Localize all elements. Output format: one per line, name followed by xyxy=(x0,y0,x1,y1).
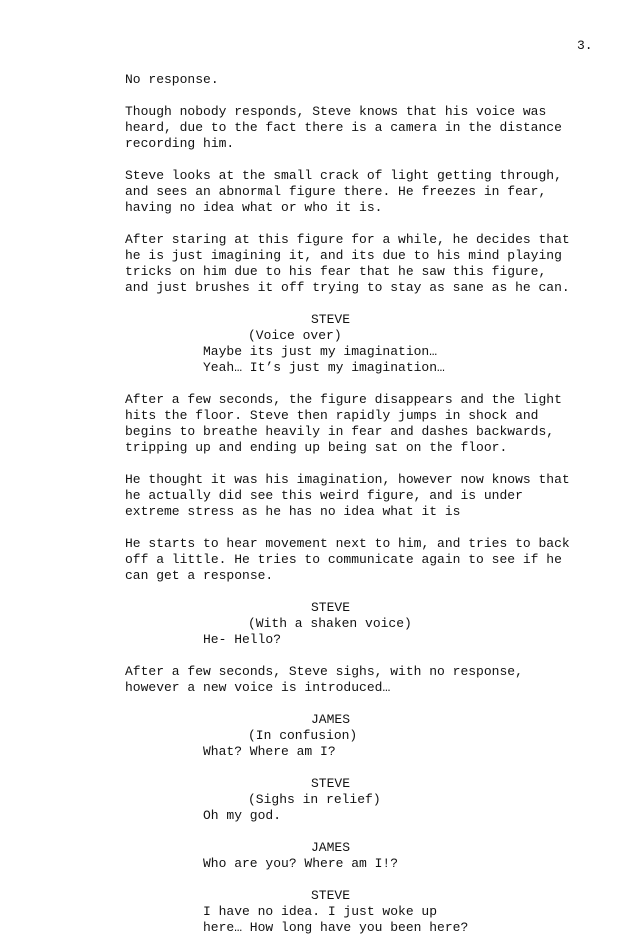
dialogue-block xyxy=(125,312,585,376)
dialogue-block xyxy=(125,712,585,760)
dialogue-line: Yeah… It’s just my imagination… xyxy=(203,360,445,375)
dialogue-block xyxy=(125,600,585,648)
action-paragraph: He thought it was his imagination, however now knows that he actually did see this weird figure, and is under extreme stress as he has no idea what it is xyxy=(125,472,570,519)
character-name: STEVE xyxy=(311,776,351,791)
character-name: JAMES xyxy=(311,840,351,855)
character-name: STEVE xyxy=(311,312,351,327)
parenthetical: (In confusion) xyxy=(248,728,358,743)
action-paragraph: After a few seconds, the figure disappears and the light hits the floor. Steve then rapidly jumps in shock and begins to breathe heavily in fear and dashes backwards, tripping up and ending up being sat on the floor. xyxy=(125,392,562,455)
dialogue-line: Who are you? Where am I!? xyxy=(203,856,399,871)
dialogue-block xyxy=(125,840,585,872)
action-paragraph: No response. xyxy=(125,72,219,87)
action-paragraph: After staring at this figure for a while, he decides that he is just imagining it, and its due to his mind playing tricks on him due to his fear that he saw this figure, and just brushes it off trying to stay as sane as he can. xyxy=(125,232,570,295)
parenthetical: (Sighs in relief) xyxy=(248,792,381,807)
dialogue-line: He- Hello? xyxy=(203,632,282,647)
dialogue-line: here… How long have you been here? xyxy=(203,920,469,935)
parenthetical: (Voice over) xyxy=(248,328,342,343)
character-name: JAMES xyxy=(311,712,351,727)
script-content xyxy=(125,72,585,952)
page-number: 3. xyxy=(577,38,593,53)
dialogue-line: Oh my god. xyxy=(203,808,282,823)
action-paragraph: He starts to hear movement next to him, and tries to back off a little. He tries to communicate again to see if he can get a response. xyxy=(125,536,570,583)
action-paragraph: Steve looks at the small crack of light getting through, and sees an abnormal figure there. He freezes in fear, having no idea what or who it is. xyxy=(125,168,562,215)
dialogue-block xyxy=(125,776,585,824)
dialogue-line: What? Where am I? xyxy=(203,744,336,759)
action-paragraph: After a few seconds, Steve sighs, with no response, however a new voice is introduced… xyxy=(125,664,523,695)
dialogue-block xyxy=(125,888,585,936)
dialogue-line: I have no idea. I just woke up xyxy=(203,904,438,919)
action-paragraph: Though nobody responds, Steve knows that his voice was heard, due to the fact there is a camera in the distance recording him. xyxy=(125,104,562,151)
character-name: STEVE xyxy=(311,888,351,903)
parenthetical: (With a shaken voice) xyxy=(248,616,412,631)
character-name: STEVE xyxy=(311,600,351,615)
dialogue-line: Maybe its just my imagination… xyxy=(203,344,438,359)
